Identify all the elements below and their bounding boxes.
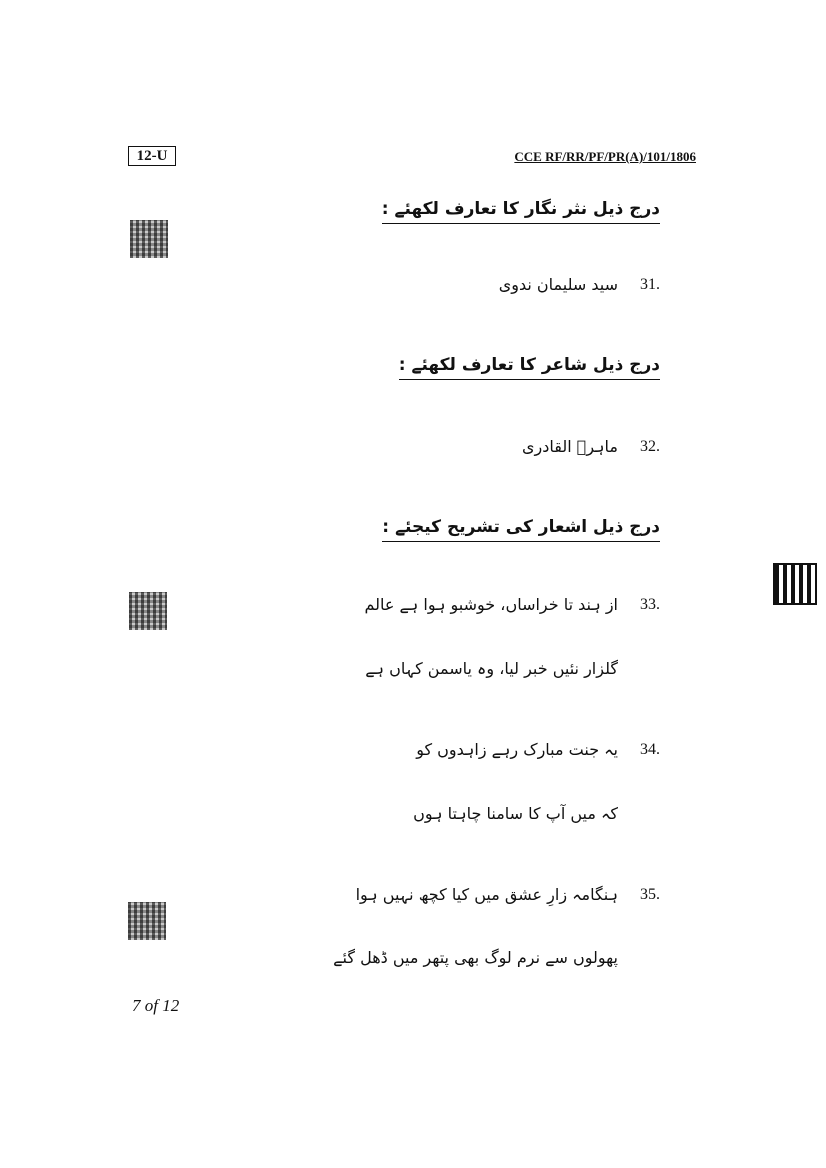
section-heading-poet xyxy=(399,354,660,380)
question-number: 32. xyxy=(640,438,660,455)
verse-line: یہ جنت مبارک رہے زاہدوں کو xyxy=(416,740,618,759)
verse-line: پھولوں سے نرم لوگ بھی پتھر میں ڈھل گئے xyxy=(333,948,618,967)
question-number: 35. xyxy=(640,886,660,903)
page-code-box: 12-U xyxy=(128,146,176,166)
verse-line: ہنگامہ زارِ عشق میں کیا کچھ نہیں ہوا xyxy=(355,885,618,904)
verse-line: از ہند تا خراساں، خوشبو ہوا ہے عالم xyxy=(364,595,618,614)
section-heading-text: درج ذیل اشعار کی تشریح کیجئے xyxy=(395,517,660,537)
qr-code-icon xyxy=(129,592,167,630)
section-heading-colon: : xyxy=(398,355,406,375)
section-heading-text: درج ذیل نثر نگار کا تعارف لکھئے xyxy=(394,199,660,219)
qr-code-icon xyxy=(130,220,168,258)
question-number: 31. xyxy=(640,276,660,293)
qr-code-side-icon xyxy=(775,565,815,603)
section-heading-colon: : xyxy=(381,199,389,219)
paper-code: CCE RF/RR/PF/PR(A)/101/1806 xyxy=(514,149,696,164)
question-number: 33. xyxy=(640,596,660,613)
verse-line: گلزار نئیں خبر لیا، وہ یاسمن کہاں ہے xyxy=(365,659,618,678)
section-heading-colon: : xyxy=(382,517,390,537)
page-number: 7 of 12 xyxy=(132,996,180,1015)
section-heading-text: درج ذیل شاعر کا تعارف لکھئے xyxy=(411,355,660,375)
question-text: ماہرؔ القادری xyxy=(522,437,618,456)
verse-line: کہ میں آپ کا سامنا چاہتا ہوں xyxy=(413,804,618,823)
question-text: سید سلیمان ندوی xyxy=(498,275,618,294)
question-number: 34. xyxy=(640,741,660,758)
section-heading-verses xyxy=(382,516,660,542)
section-heading-prose-writer xyxy=(382,198,660,224)
qr-code-icon xyxy=(128,902,166,940)
